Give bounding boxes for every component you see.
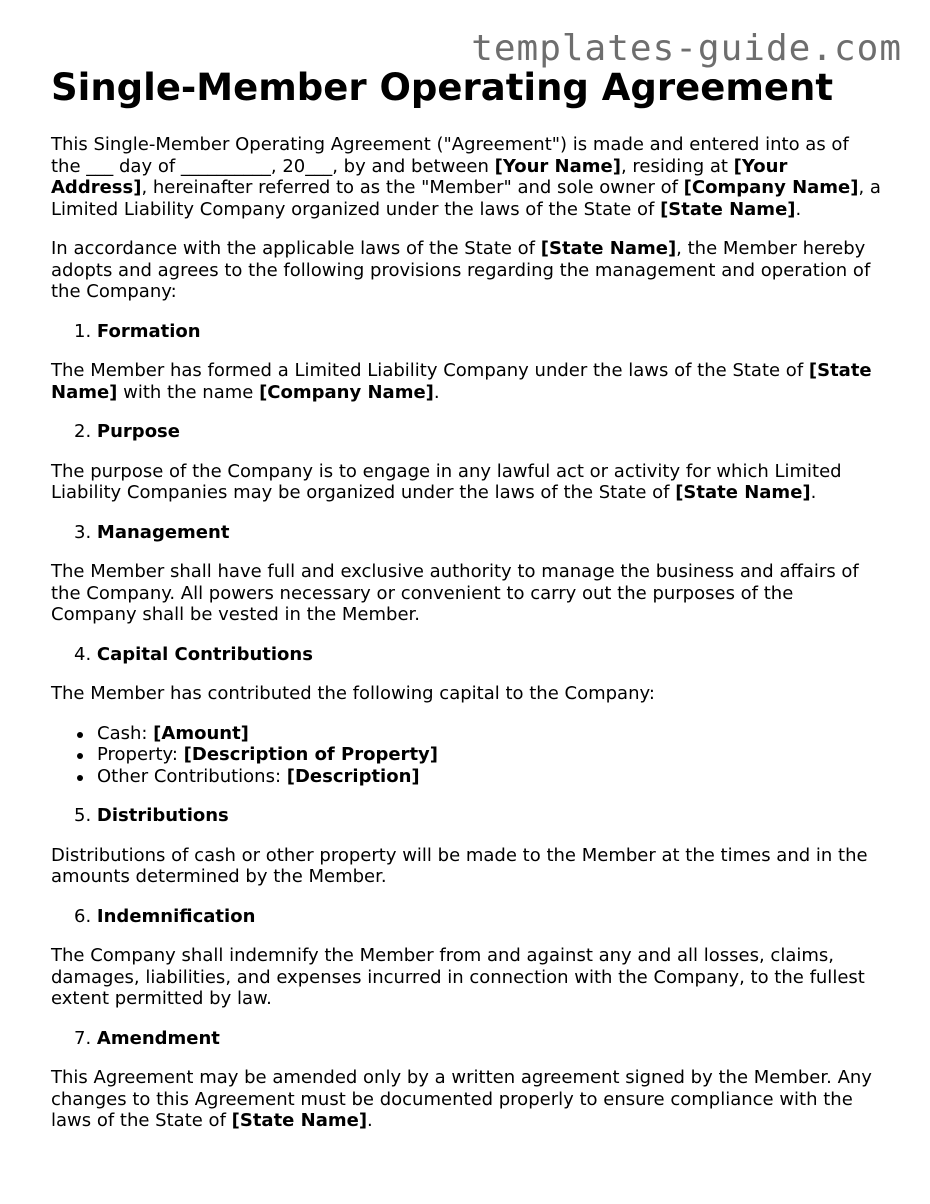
- list-item: Property: [Description of Property]: [51, 744, 881, 766]
- section-number: 7.: [74, 1027, 92, 1049]
- list-item: Other Contributions: [Description]: [51, 766, 881, 788]
- section-title: Purpose: [96, 421, 180, 442]
- section-title: Capital Contributions: [96, 643, 313, 665]
- placeholder-your-name: [Your Name]: [494, 155, 621, 177]
- placeholder-description: [Description]: [286, 765, 420, 787]
- section-number: 1.: [74, 320, 92, 342]
- formation-paragraph: The Member has formed a Limited Liability Company under the laws of the State of [State Name] with the name [Company Name].: [51, 360, 872, 403]
- section-title: Management: [96, 521, 230, 543]
- intro-paragraph: This Single-Member Operating Agreement ("Agreement") is made and entered into as of the ___ day of __________, 20___, by and between [Your Name], residing at [Your Address], hereinafter referred to as the "Member" and sole owner of [Company Name], a Limited Liability Company organized under the laws of the State of [State Name].: [51, 134, 881, 220]
- section-heading-amendment: [51, 1028, 881, 1050]
- section-number: 4.: [74, 643, 92, 665]
- amendment-paragraph: This Agreement may be amended only by a written agreement signed by the Member. Any changes to this Agreement must be documented properly to ensure compliance with the laws of the State of [State Name].: [51, 1067, 872, 1131]
- watermark-text: templates-guide.com: [471, 28, 902, 69]
- placeholder-state-name: [State Name]: [51, 360, 872, 403]
- section-title: Amendment: [96, 1027, 220, 1049]
- section-heading-management: [51, 522, 881, 544]
- indemnification-paragraph: The Company shall indemnify the Member from and against any and all losses, claims, damages, liabilities, and expenses incurred in connection with the Company, to the fullest extent permitted by law.: [51, 945, 865, 1009]
- section-number: 5.: [74, 805, 92, 826]
- section-number: 2.: [74, 421, 92, 442]
- section-number: 6.: [74, 905, 92, 927]
- section-heading-capital-contributions: [51, 644, 881, 666]
- capital-paragraph: The Member has contributed the following capital to the Company:: [51, 683, 655, 704]
- document-page: [51, 66, 881, 1150]
- section-title: Formation: [96, 320, 201, 342]
- list-item: Cash: [Amount]: [51, 723, 881, 745]
- placeholder-your-address: [Your Address]: [51, 155, 788, 198]
- placeholder-state-name: [State Name]: [231, 1110, 368, 1131]
- placeholder-state-name: [State Name]: [540, 238, 677, 259]
- placeholder-company-name: [Company Name]: [259, 381, 434, 403]
- page-title: Single-Member Operating Agreement: [51, 66, 834, 109]
- purpose-paragraph: The purpose of the Company is to engage in any lawful act or activity for which Limited Liability Companies may be organized under the laws of the State of [State Name].: [51, 460, 842, 503]
- accordance-paragraph: In accordance with the applicable laws of the State of [State Name], the Member hereby adopts and agrees to the following provisions regarding the management and operation of the Company:: [51, 238, 871, 302]
- section-title: Distributions: [96, 805, 229, 826]
- placeholder-amount: [Amount]: [153, 722, 249, 744]
- placeholder-state-name: [State Name]: [660, 198, 796, 220]
- management-paragraph: The Member shall have full and exclusive authority to manage the business and affairs of the Company. All powers necessary or convenient to carry out the purposes of the Company shall be vested in the Member.: [51, 561, 859, 625]
- placeholder-company-name: [Company Name]: [683, 177, 859, 198]
- placeholder-state-name: [State Name]: [675, 482, 811, 503]
- section-heading-distributions: [51, 805, 881, 827]
- section-number: 3.: [74, 521, 92, 543]
- section-title: Indemnification: [96, 905, 256, 927]
- section-heading-purpose: [51, 421, 881, 443]
- section-heading-indemnification: [51, 906, 881, 928]
- distributions-paragraph: Distributions of cash or other property will be made to the Member at the times and in the amounts determined by the Member.: [51, 844, 868, 887]
- placeholder-description-of-property: [Description of Property]: [183, 744, 439, 765]
- section-heading-formation: [51, 321, 881, 343]
- capital-list: [51, 723, 881, 788]
